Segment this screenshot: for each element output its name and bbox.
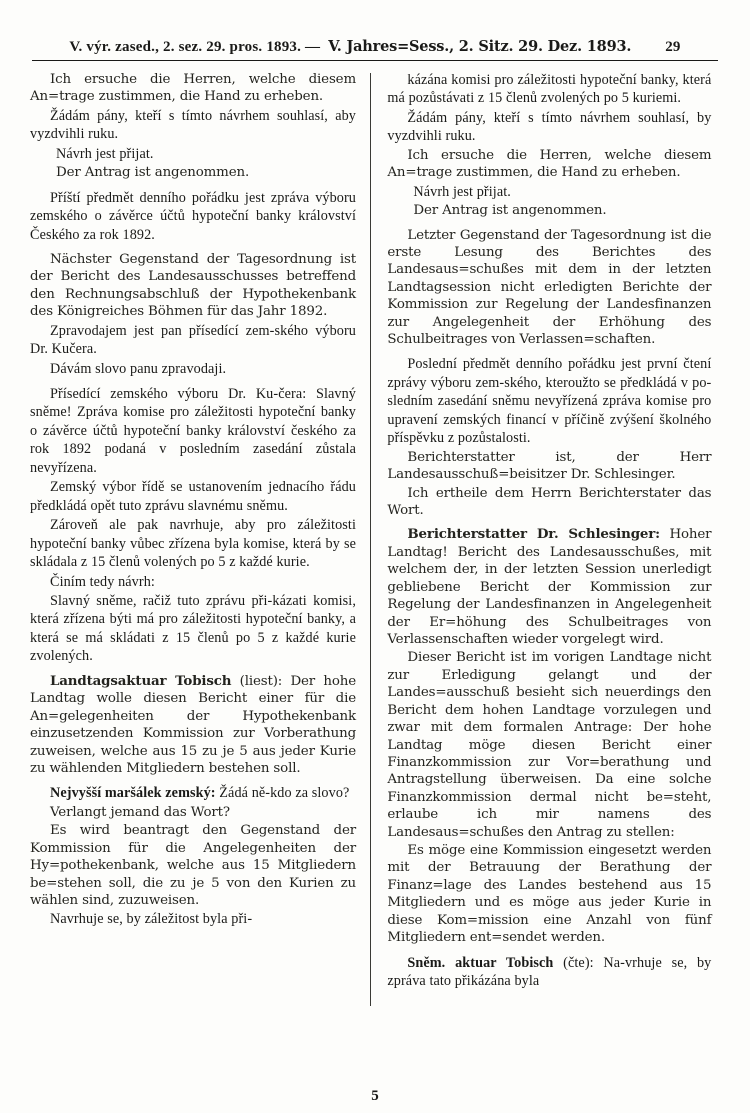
paragraph: Slavný sněme, račiž tuto zprávu při-kázati komisi, která zřízena býti má pro záležitosti hypoteční banky, a která se má skládati z 15 členů po 5 z každé kurie zvolených. — [30, 593, 356, 665]
speaker-name: Landtagsaktuar Tobisch — [50, 672, 232, 689]
paragraph: Letzter Gegenstand der Tagesordnung ist die erste Lesung des Berichtes des Landesaus=schußes mit dem in der letzten Landtagsession nicht erledigten Berichte der Kommission zur Regelung der Landesfinanzen zur Angelegenheit der Erhöhung des Schulbeitrages von Verlassen=schaften. — [387, 227, 712, 348]
paragraph: Nächster Gegenstand der Tagesordnung ist der Bericht des Landesausschusses betreffend den Rechnungsabschluß der Hypothekenbank des Königreiches Böhmen für das Jahr 1892. — [30, 251, 356, 320]
paragraph: Dieser Bericht ist im vorigen Landtage nicht zur Erledigung gelangt und der Landes=ausschuß besieht sich neuerdings den Bericht dem hohen Landtage vorzulegen und zwar mit dem formalen Antrage: Der hohe Landtag möge diesen Bericht einer Finanzkommission zur Vor=berathung und Antragstellung überweisen. Da eine solche Finanzkommission dermal nicht be=steht, erlaube ich mir namens des Landesaus=schußes den Antrag zu stellen: — [387, 650, 712, 840]
paragraph: Es möge eine Kommission eingesetzt werden mit der Betrauung der Berathung der Finanz=lage des Landes bestehend aus 15 Mitgliedern und es möge aus jeder Kurie in diese Kom=mission eine Anzahl von fünf Mitgliedern ent=sendet werden. — [387, 843, 712, 946]
paragraph: Ich ertheile dem Herrn Berichterstater das Wort. — [387, 485, 712, 519]
paragraph: Dávám slovo panu zpravodaji. — [50, 360, 227, 377]
paragraph: Poslední předmět denního pořádku jest první čtení zprávy výboru zem-ského, kteroužto se předkládá v po-sledním zasedání sněmu nevyřízená zpráva komise pro upravení zemských financí v příčině zvýšení školného příspěvku z pozůstalosti. — [387, 356, 712, 447]
paragraph: Ich ersuche die Herren, welche diesem An=trage zustimmen, die Hand zu erheben. — [387, 147, 712, 181]
right-column — [371, 71, 711, 1046]
paragraph: Nejvyšší maršálek zemský: Žádá ně-kdo za slovo? — [50, 785, 350, 802]
paragraph: Zemský výbor řídě se ustanovením jednacího řádu předkládá opět tuto zprávu slavnému sněmu. — [30, 479, 356, 514]
speaker-name: Nejvyšší maršálek zemský: — [50, 785, 216, 802]
paragraph: Přísedící zemského výboru Dr. Ku-čera: Slavný sněme! Zpráva komise pro záležitosti hypoteční banky o závěrce účtů hypoteční banky království českého za rok 1892 podaná v posledním zasedání zůstala nevyřízena. — [30, 386, 356, 476]
paragraph: Verlangt jemand das Wort? — [50, 804, 230, 820]
paragraph: Berichterstatter ist, der Herr Landesausschuß=beisitzer Dr. Schlesinger. — [387, 449, 712, 483]
paragraph: Der Antrag ist angenommen. — [56, 165, 250, 181]
paragraph: Žádám pány, kteří s tímto návrhem souhlasí, aby vyzdvihli ruku. — [30, 107, 356, 143]
paragraph: Návrh jest přijat. — [56, 145, 154, 162]
paragraph: Es wird beantragt den Gegenstand der Kommission für die Angelegenheiten der Hy=pothekenbank, welche aus 15 Mitgliedern be=stehen soll, die zu je 5 von den Kurien zu wählen sind, zuzuweisen. — [30, 823, 356, 908]
paragraph: Landtagsaktuar Tobisch (liest): Der hohe Landtag wolle diesen Bericht einer für die An=gelegenheiten der Hypothekenbank einzusetzenden Kommission zur Vorberathung zuweisen, welche aus 15 zu je 5 aus jeder Kurie zu wählenden Mitgliedern bestehen soll. — [30, 672, 356, 776]
paragraph: Žádám pány, kteří s tímto návrhem souhlasí, by vyzdvihli ruku. — [387, 109, 712, 145]
paragraph: Činím tedy návrh: — [50, 573, 155, 590]
header-page-number: 29 — [665, 39, 681, 55]
two-column-body — [30, 71, 720, 1046]
speaker-name: Berichterstatter Dr. Schlesinger: — [407, 526, 660, 543]
page-signature: 5 — [371, 1088, 379, 1104]
paragraph: Sněm. aktuar Tobisch (čte): Na-vrhuje se, by zpráva tato přikázána byla — [387, 954, 712, 990]
paragraph: Zároveň ale pak navrhuje, aby pro záležitosti hypoteční banky vůbec zřízena byla komise, která by se skládala z 15 členů volených po 5 z každé kurie. — [30, 517, 356, 571]
paragraph: kázána komisi pro záležitosti hypoteční banky, která má pozůstávati z 15 členů zvolených po 5 kuriemi. — [387, 72, 712, 107]
header-left-czech: V. výr. zased., 2. sez. 29. pros. 1893. — — [69, 39, 321, 55]
speaker-name: Sněm. aktuar Tobisch — [407, 954, 554, 971]
left-column — [30, 71, 370, 1046]
page-header — [30, 38, 720, 59]
paragraph: Příští předmět denního pořádku jest zpráva výboru zemského o závěrce účtů hypoteční banky království Českého za rok 1892. — [30, 189, 356, 243]
paragraph: Navrhuje se, by záležitost byla při- — [50, 911, 253, 928]
paragraph: Návrh jest přijat. — [413, 183, 511, 200]
paragraph: Berichterstatter Dr. Schlesinger: Hoher Landtag! Bericht des Landesausschußes, mit welchem der, in der letzten Session unerledigt gebliebene Bericht der Kommission zur Regelung der Landesfinanzen in Angelegenheit der Er=höhung des Schulbeitrages von Verlassenschaften wieder vorgelegt wird. — [387, 526, 712, 647]
paragraph: Ich ersuche die Herren, welche diesem An=trage zustimmen, die Hand zu erheben. — [30, 72, 356, 105]
header-right-german: V. Jahres=Sess., 2. Sitz. 29. Dez. 1893. — [328, 38, 632, 55]
paragraph: Der Antrag ist angenommen. — [413, 203, 607, 219]
header-rule — [32, 60, 718, 61]
paragraph: Zpravodajem jest pan přísedící zem-ského výboru Dr. Kučera. — [30, 322, 356, 358]
